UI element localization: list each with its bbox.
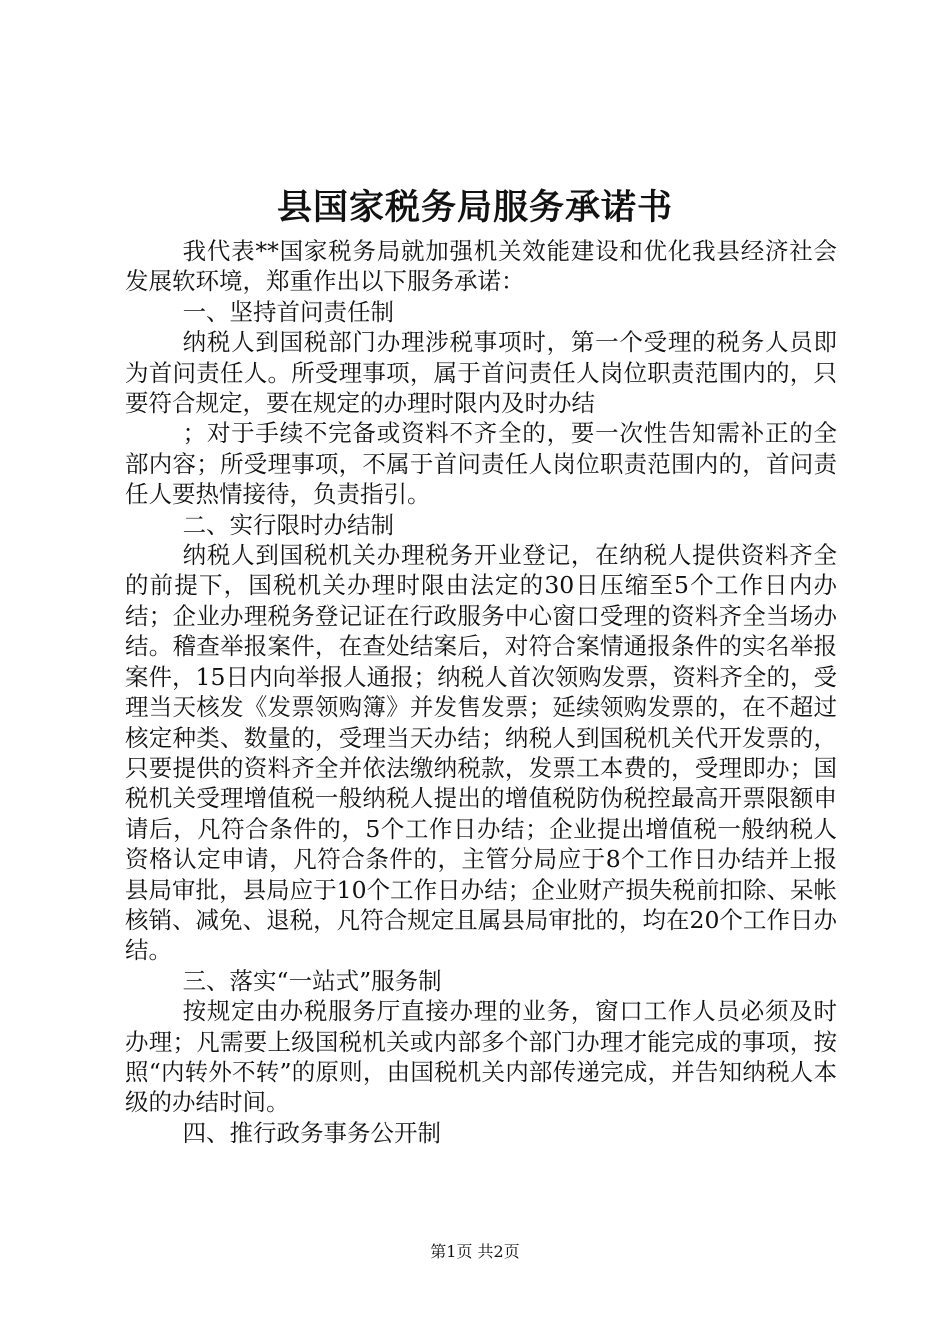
section-3-paragraph: 按规定由办税服务厅直接办理的业务，窗口工作人员必须及时办理；凡需要上级国税机关或内部多个部门办理才能完成的事项，按照“内转外不转”的原则，由国税机关内部传递完成，并告知纳税人本级的办结时间。 [125, 997, 837, 1117]
page-number-label: 第1页 共2页 [430, 1242, 520, 1261]
section-heading-3: 三、落实“一站式”服务制 [182, 966, 442, 995]
section-heading-2: 二、实行限时办结制 [182, 510, 395, 539]
page-footer [0, 1240, 950, 1264]
document-title: 县国家税务局服务承诺书 [276, 187, 673, 228]
section-1-paragraph-1: 纳税人到国税部门办理涉税事项时，第一个受理的税务人员即为首问责任人。所受理事项，属于首问责任人岗位职责范围内的，只要符合规定，要在规定的办理时限内及时办结 [125, 328, 837, 418]
intro-paragraph: 我代表**国家税务局就加强机关效能建设和优化我县经济社会发展软环境，郑重作出以下服务承诺： [125, 237, 837, 296]
section-1-paragraph-2: ；对于手续不完备或资料不齐全的，要一次性告知需补正的全部内容；所受理事项，不属于首问责任人岗位职责范围内的，首问责任人要热情接待，负责指引。 [125, 419, 837, 509]
section-2-paragraph: 纳税人到国税机关办理税务开业登记，在纳税人提供资料齐全的前提下，国税机关办理时限由法定的30日压缩至5个工作日内办结；企业办理税务登记证在行政服务中心窗口受理的资料齐全当场办结。稽查举报案件，在查处结案后，对符合案情通报条件的实名举报案件，15日内向举报人通报；纳税人首次领购发票，资料齐全的，受理当天核发《发票领购簿》并发售发票；延续领购发票的，在不超过核定种类、数量的，受理当天办结；纳税人到国税机关代开发票的，只要提供的资料齐全并依法缴纳税款，发票工本费的，受理即办；国税机关受理增值税一般纳税人提出的增值税防伪税控最高开票限额申请后，凡符合条件的，5个工作日办结；企业提出增值税一般纳税人资格认定申请，凡符合条件的，主管分局应于8个工作日办结并上报县局审批，县局应于10个工作日办结；企业财产损失税前扣除、呆帐核销、减免、退税，凡符合规定且属县局审批的，均在20个工作日办结。 [125, 541, 837, 965]
section-heading-1: 一、坚持首问责任制 [182, 297, 395, 326]
section-heading-4: 四、推行政务事务公开制 [182, 1118, 442, 1147]
document-body [125, 236, 837, 1148]
